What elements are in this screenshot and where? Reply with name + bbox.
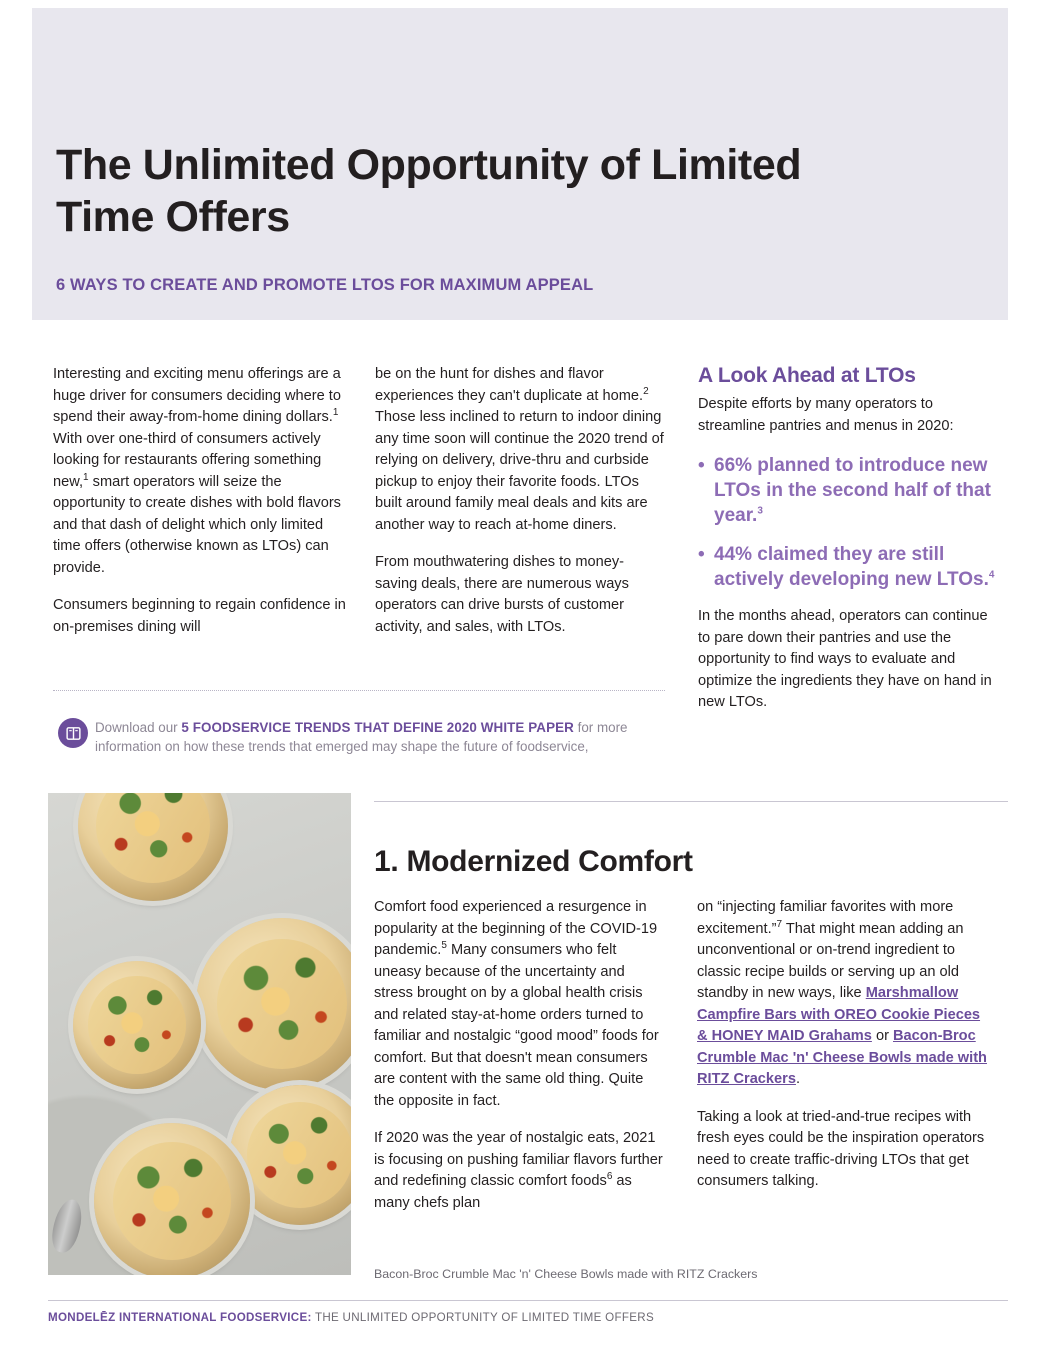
footer-doc-title: THE UNLIMITED OPPORTUNITY OF LIMITED TIME OFFERS [311,1311,655,1324]
intro-p3-part-b: Those less inclined to return to indoor dining any time soon will continue the 2020 trend of relying on delivery, drive-thru and curbside pickup to enjoy their favorite foods. LTOs built around family meal deals and kits are another way to reach at-home diners. [375,409,664,533]
photo-bowl [73,961,201,1089]
footnote-ref-7: 7 [776,918,783,930]
intro-p1-part-c: smart operators will seize the opportunity to create dishes with bold flavors and that dash of delight which only limited time offers (otherwise known as LTOs) can provide. [53,473,341,576]
sec1-p2-part-b: as many chefs plan [374,1173,632,1211]
section-1-paragraph-4: Taking a look at tried-and-true recipes with fresh eyes could be the inspiration operators need to create traffic-driving LTOs that get consumers talking. [697,1108,985,1189]
list-item [698,453,998,528]
recipe-link-marshmallow-campfire-bars[interactable]: Marshmallow Campfire Bars with OREO Cookie Pieces & HONEY MAID Grahams [697,985,981,1044]
photo-bowl [94,1123,250,1275]
sec1-p3-part-c: or [871,1028,893,1044]
footnote-ref-3: 3 [757,505,763,517]
sec1-p3-part-a: on “injecting familiar favorites with more excitement.” [697,899,954,937]
sec1-p1-part-a: Comfort food experienced a resurgence in popularity at the beginning of the COVID-19 pandemic. [374,899,658,958]
intro-column-2 [375,364,665,654]
recipe-link-bacon-broc-crumble-mac[interactable]: Bacon-Broc Crumble Mac 'n' Cheese Bowls made with RITZ Crackers [697,1028,987,1087]
stat-text-1: 66% planned to introduce new LTOs in the second half of that year. [714,455,991,526]
intro-p1-part-b: With over one-third of consumers actively looking for restaurants offering something new, [53,430,322,490]
footer-brand: MONDELĒZ INTERNATIONAL FOODSERVICE: [48,1311,312,1324]
footnote-ref-1: 1 [332,407,339,419]
callout-link[interactable]: 5 FOODSERVICE TRENDS THAT DEFINE 2020 WHITE PAPER [181,720,574,735]
stat-text-2: 44% claimed they are still actively developing new LTOs. [714,544,989,590]
list-item [698,542,998,592]
sec1-p3-part-d: . [795,1071,801,1087]
footnote-ref-6: 6 [606,1171,613,1183]
footnote-ref-2: 2 [643,385,649,397]
section-1-title: 1. Modernized Comfort [374,845,693,878]
section-divider [374,801,1008,802]
sec1-p2-part-a: If 2020 was the year of nostalgic eats, 2021 is focusing on pushing familiar flavors further and redefining classic comfort foods [374,1130,663,1189]
look-ahead-lead: Despite efforts by many operators to streamline pantries and menus in 2020: [698,396,954,434]
footnote-ref-1b: 1 [83,471,89,483]
intro-p3-part-a: be on the hunt for dishes and flavor experiences they can't duplicate at home. [375,366,644,404]
hero-banner [32,8,1008,320]
look-ahead-closing: In the months ahead, operators can continue to pare down their pantries and use the opportunity to find ways to evaluate and optimize the ingredients they have on hand in new LTOs. [698,608,992,710]
intro-paragraph-2: Consumers beginning to regain confidence in on-premises dining will [53,597,346,635]
page-subtitle: 6 WAYS TO CREATE AND PROMOTE LTOS FOR MAXIMUM APPEAL [56,276,594,294]
photo-caption: Bacon-Broc Crumble Mac 'n' Cheese Bowls made with RITZ Crackers [374,1267,758,1281]
section-1-column-left [374,897,665,1230]
section-1-paragraph-2 [374,1128,665,1214]
dish-photo [48,793,351,1275]
callout-pre: Download our [95,720,182,735]
intro-paragraph-1 [53,364,349,579]
intro-paragraph-4: From mouthwatering dishes to money-saving deals, there are numerous ways operators can drive bursts of customer activity, and sales, with LTOs. [375,554,629,635]
section-1-paragraph-3 [697,897,990,1091]
footer [48,1311,654,1324]
page-title: The Unlimited Opportunity of Limited Time Offers [56,141,802,241]
intro-p1-part-a: Interesting and exciting menu offerings are a huge driver for consumers deciding where to spend their away-from-home dining dollars. [53,366,341,425]
sec1-p3-part-b: That might mean adding an unconventional or on-trend ingredient to classic recipe builds or serving up an old standby in new ways, like [697,920,964,1001]
look-ahead-title: A Look Ahead at LTOs [698,364,916,387]
download-callout[interactable] [53,712,665,762]
footer-divider [48,1300,1008,1301]
section-1-column-right [697,897,990,1209]
look-ahead-panel [698,364,998,730]
intro-column-1 [53,364,349,654]
intro-paragraph-3 [375,364,665,536]
callout-divider [53,690,665,691]
book-download-icon [58,718,88,748]
look-ahead-stats [698,453,998,592]
footnote-ref-4: 4 [988,569,995,581]
section-1-paragraph-1 [374,897,665,1112]
footnote-ref-5: 5 [441,940,447,952]
callout-text [95,718,665,756]
sec1-p1-part-b: Many consumers who felt uneasy because of the uncertainty and stress brought on by a global health crisis and related stay-at-home orders turned to familiar and nostalgic “good mood” foods for comfort. But that doesn't mean consumers are content with the same old thing. Quite the opposite in fact. [374,942,659,1109]
callout-post: for more information on how these trends that emerged may shape the future of foodservice, [95,720,628,754]
